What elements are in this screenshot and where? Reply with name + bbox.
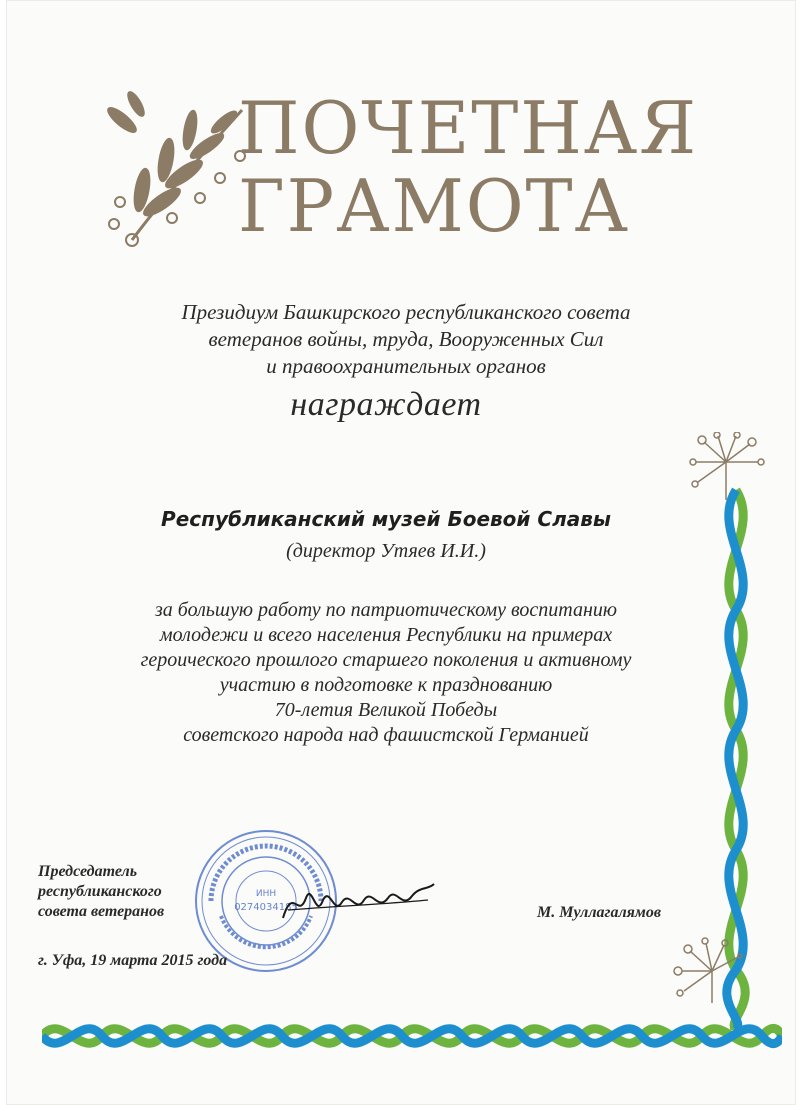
kurai-flower-icon [686,432,766,502]
title-line-2: ГРАМОТА [238,164,630,248]
signer-position-line: республиканского [38,883,162,900]
stamp-inn-label: ИНН [255,889,277,899]
title-line-1: ПОЧЕТНАЯ [238,86,699,170]
signature [278,880,438,930]
reason-line: участию в подготовке к празднованию [219,674,553,696]
recipient-director: (директор Утяев И.И.) [286,540,486,562]
laurel-branch-icon [102,90,252,250]
reason-line: героического прошлого старшего поколения и активному [140,649,632,671]
stamp-inn: 0274034185 [234,902,298,913]
signer-name: М. Муллагалямов [537,904,662,921]
certificate-sheet [6,0,796,1105]
reason-line: 70-летия Великой Победы [274,699,498,721]
recipient-name: Республиканский музей Боевой Славы [161,507,611,531]
award-reason [6,598,766,748]
presidium-line-1: Президиум Башкирского республиканского совета [181,300,631,324]
presidium-text [6,299,800,380]
kurai-flower-icon [662,935,742,1005]
reason-line: молодежи и всего населения Республики на примерах [159,624,613,646]
awards-verb: награждает [290,386,482,423]
presidium-line-3: и правоохранительных органов [266,354,546,378]
reason-line: советского народа над фашистской Германией [183,724,589,746]
signer-position [38,862,164,922]
ribbon-bottom-decoration [42,1006,782,1066]
city-date: г. Уфа, 19 марта 2015 года [38,952,228,969]
presidium-line-2: ветеранов войны, труда, Вооруженных Сил [208,327,604,351]
signer-position-line: Председатель [38,863,138,880]
reason-line: за большую работу по патриотическому воспитанию [154,599,617,621]
signer-position-line: совета ветеранов [38,903,165,920]
